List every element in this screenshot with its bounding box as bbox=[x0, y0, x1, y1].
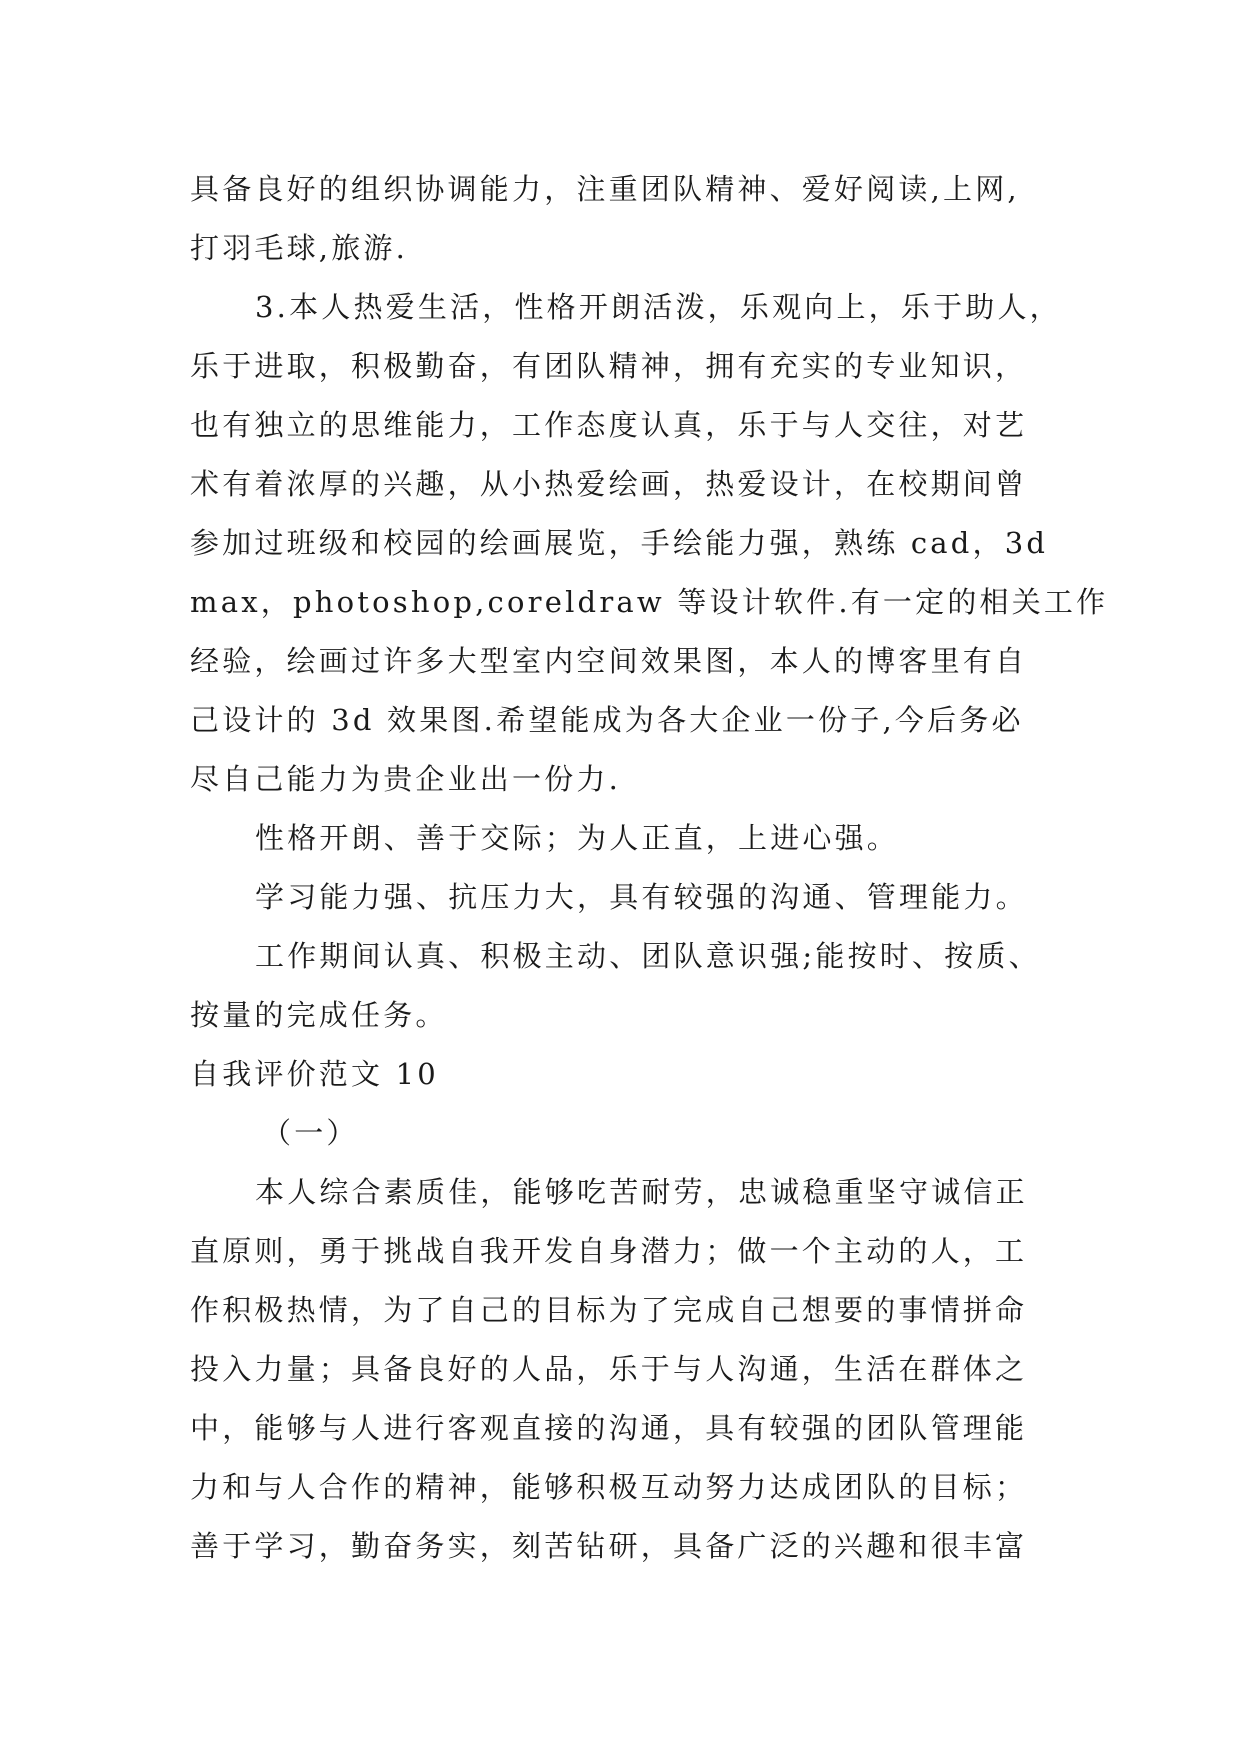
paragraph-line: 术有着浓厚的兴趣，从小热爱绘画，热爱设计，在校期间曾 bbox=[190, 467, 1028, 501]
paragraph-line: 学习能力强、抗压力大，具有较强的沟通、管理能力。 bbox=[255, 880, 1028, 914]
paragraph-line: 按量的完成任务。 bbox=[190, 998, 448, 1032]
paragraph-line: 性格开朗、善于交际；为人正直，上进心强。 bbox=[255, 821, 900, 855]
paragraph-line: max，photoshop,coreldraw 等设计软件.有一定的相关工作 bbox=[190, 585, 1109, 619]
paragraph-line: 尽自己能力为贵企业出一份力. bbox=[190, 762, 622, 796]
paragraph-line: 打羽毛球,旅游. bbox=[190, 231, 409, 265]
paragraph-line: 己设计的 3d 效果图.希望能成为各大企业一份子,今后务必 bbox=[190, 703, 1024, 737]
paragraph-line: 具备良好的组织协调能力，注重团队精神、爱好阅读,上网, bbox=[190, 172, 1020, 206]
document-body bbox=[190, 160, 1109, 1576]
paragraph-line: 本人综合素质佳，能够吃苦耐劳，忠诚稳重坚守诚信正 bbox=[255, 1175, 1028, 1209]
paragraph-line: 也有独立的思维能力，工作态度认真，乐于与人交往，对艺 bbox=[190, 408, 1028, 442]
section-heading: 自我评价范文 10 bbox=[190, 1057, 439, 1091]
paragraph-line: 3.本人热爱生活，性格开朗活泼，乐观向上，乐于助人， bbox=[255, 290, 1062, 324]
paragraph-line: 参加过班级和校园的绘画展览，手绘能力强，熟练 cad，3d bbox=[190, 526, 1049, 560]
paragraph-line: 直原则，勇于挑战自我开发自身潜力；做一个主动的人，工 bbox=[190, 1234, 1028, 1268]
paragraph-line: 乐于进取，积极勤奋，有团队精神，拥有充实的专业知识， bbox=[190, 349, 1028, 383]
paragraph-line: 投入力量；具备良好的人品，乐于与人沟通，生活在群体之 bbox=[190, 1352, 1028, 1386]
paragraph-line: 工作期间认真、积极主动、团队意识强;能按时、按质、 bbox=[255, 939, 1041, 973]
paragraph-line: 善于学习，勤奋务实，刻苦钻研，具备广泛的兴趣和很丰富 bbox=[190, 1529, 1028, 1563]
paragraph-line: 中，能够与人进行客观直接的沟通，具有较强的团队管理能 bbox=[190, 1411, 1028, 1445]
paragraph-line: 经验，绘画过许多大型室内空间效果图，本人的博客里有自 bbox=[190, 644, 1028, 678]
paragraph-line: 作积极热情，为了自己的目标为了完成自己想要的事情拼命 bbox=[190, 1293, 1028, 1327]
subsection-marker: （一） bbox=[262, 1116, 359, 1150]
paragraph-line: 力和与人合作的精神，能够积极互动努力达成团队的目标； bbox=[190, 1470, 1028, 1504]
